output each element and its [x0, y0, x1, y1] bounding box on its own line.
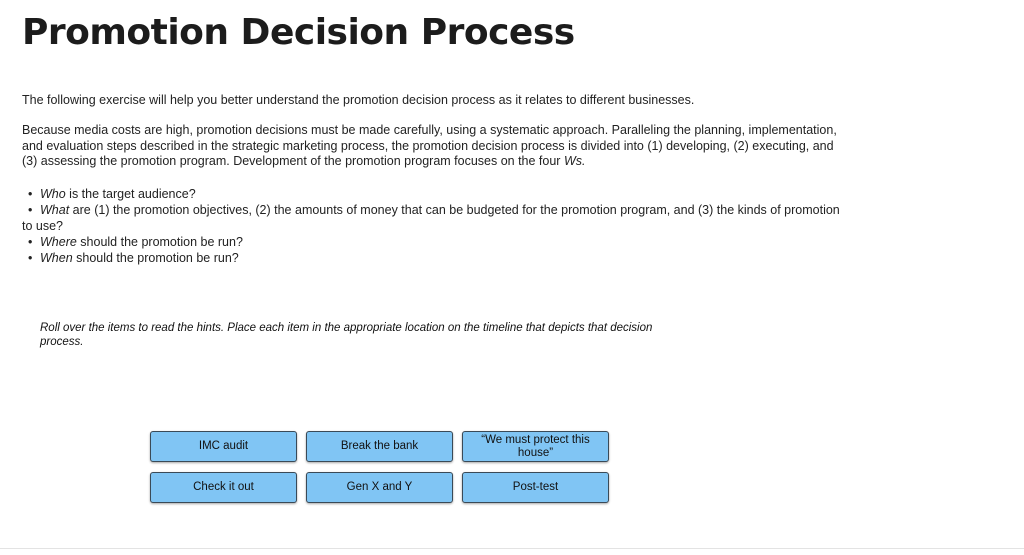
list-item-who — [22, 186, 842, 202]
list-item-what — [22, 202, 842, 234]
four-ws-list — [22, 186, 842, 266]
drag-item-imc-audit[interactable]: IMC audit — [150, 431, 297, 462]
list-item-text: should the promotion be run? — [76, 235, 243, 249]
four-ws-emphasis: Ws. — [563, 154, 586, 168]
drag-item-break-the-bank[interactable]: Break the bank — [306, 431, 453, 462]
bullet-marker: • — [28, 251, 33, 265]
description-paragraph — [22, 123, 852, 170]
list-item-lead: Who — [40, 187, 66, 201]
list-item-lead: When — [40, 251, 73, 265]
list-item-when — [22, 250, 842, 266]
bullet-marker: • — [28, 187, 33, 201]
description-text: Because media costs are high, promotion decisions must be made carefully, using a systematic approach. Paralleling the planning, implementation, and evaluation steps described in the strategic marketing process, the promotion decision process is divided into (1) developing, (2) executing, and (3) assessing the promotion program. Development of the promotion program focuses on the four — [22, 123, 837, 168]
drag-item-gen-x-and-y[interactable]: Gen X and Y — [306, 472, 453, 503]
page-title: Promotion Decision Process — [22, 12, 575, 53]
instructions-text: Roll over the items to read the hints. Place each item in the appropriate location on the timeline that depicts that decision process. — [40, 322, 653, 348]
list-item-text: is the target audience? — [65, 187, 196, 201]
list-item-where — [22, 234, 842, 250]
bullet-marker: • — [28, 203, 33, 217]
bullet-marker: • — [28, 235, 33, 249]
bottom-divider — [0, 548, 1024, 549]
list-item-text: should the promotion be run? — [72, 251, 239, 265]
intro-text: The following exercise will help you better understand the promotion decision process as it relates to different businesses. — [22, 93, 695, 107]
drag-item-post-test[interactable]: Post-test — [462, 472, 609, 503]
list-item-lead: Where — [40, 235, 77, 249]
list-item-lead: What — [40, 203, 70, 217]
drag-item-protect-this-house[interactable]: “We must protect this house” — [462, 431, 609, 462]
list-item-text: are (1) the promotion objectives, (2) the amounts of money that can be budgeted for the promotion program, and (3) the kinds of promotion to use? — [22, 203, 840, 233]
drag-item-check-it-out[interactable]: Check it out — [150, 472, 297, 503]
